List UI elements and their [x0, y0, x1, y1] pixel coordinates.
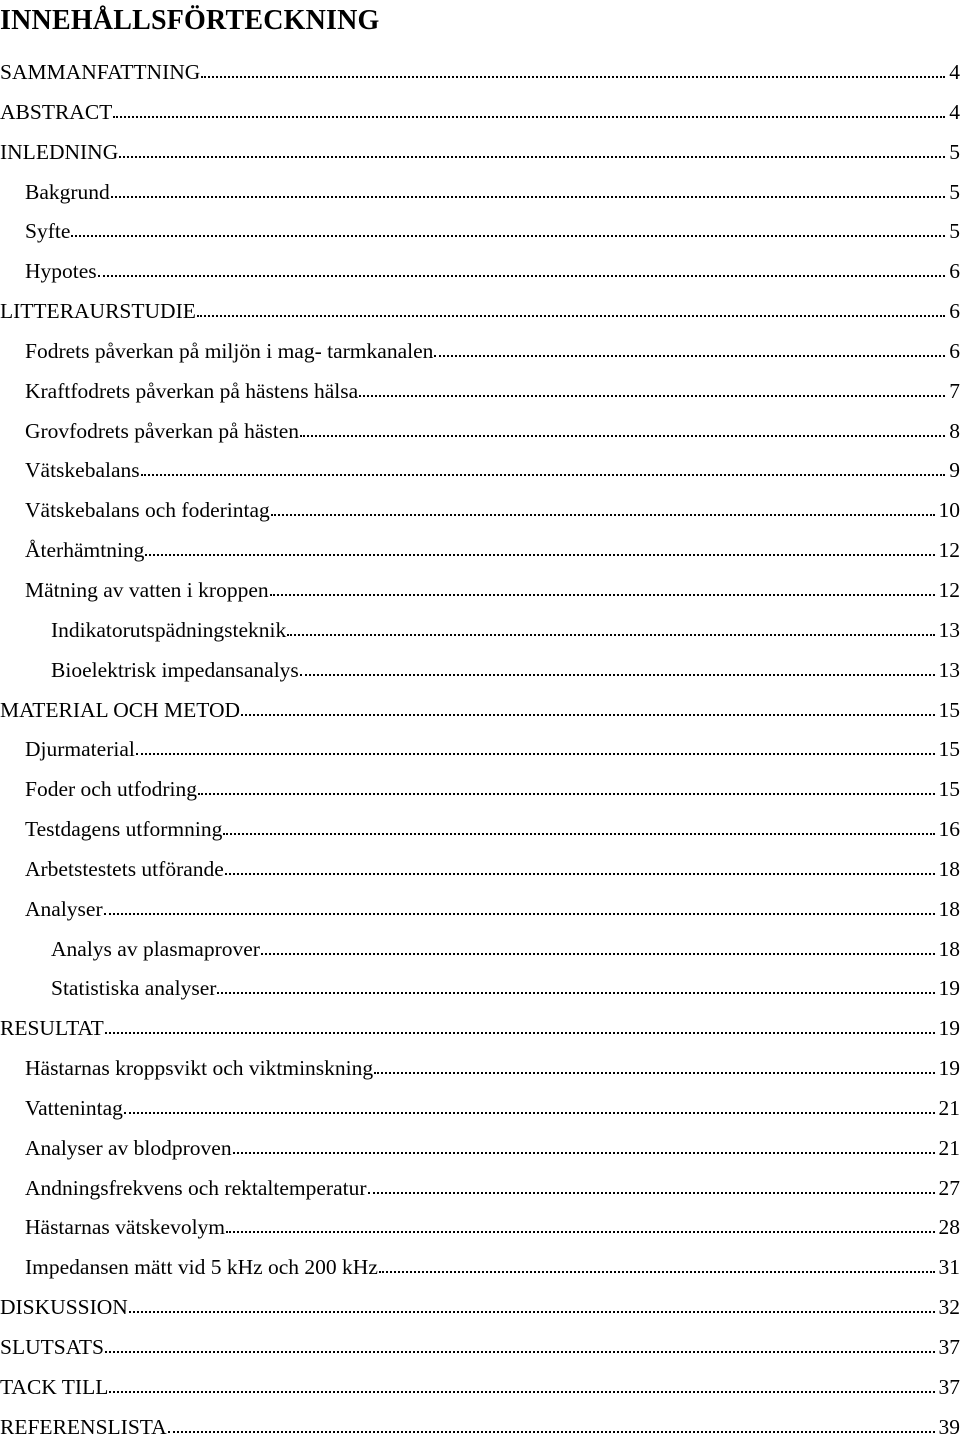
toc-entry-page-number: 9	[949, 451, 960, 491]
toc-entry-title: Bakgrund	[25, 173, 110, 213]
dot-leader	[105, 1032, 935, 1034]
toc-list	[0, 53, 960, 1448]
dot-leader	[223, 833, 934, 835]
toc-entry-title: Vätskebalans	[25, 451, 140, 491]
dot-leader	[168, 1431, 935, 1433]
toc-entry-title: SAMMANFATTNING	[0, 53, 200, 93]
toc-entry-page-number: 15	[939, 770, 960, 810]
toc-entry-title: INLEDNING	[0, 133, 118, 173]
toc-entry[interactable]	[0, 252, 960, 292]
toc-entry-page-number: 21	[939, 1089, 960, 1129]
toc-heading: INNEHÅLLSFÖRTECKNING	[0, 2, 380, 40]
toc-entry[interactable]	[0, 1169, 960, 1209]
dot-leader	[105, 1351, 935, 1353]
toc-entry-title: Djurmaterial	[25, 730, 135, 770]
dot-leader	[374, 1072, 934, 1074]
toc-entry-title: DISKUSSION	[0, 1288, 128, 1328]
dot-leader	[261, 953, 935, 955]
toc-entry-title: Vattenintag	[25, 1089, 123, 1129]
toc-entry[interactable]	[0, 332, 960, 372]
dot-leader	[287, 634, 934, 636]
dot-leader	[226, 1231, 934, 1233]
toc-entry-title: Testdagens utformning	[25, 810, 222, 850]
dot-leader	[197, 315, 945, 317]
toc-entry-page-number: 6	[949, 332, 960, 372]
toc-entry[interactable]	[0, 770, 960, 810]
toc-entry[interactable]	[0, 93, 960, 133]
toc-entry-title: Hypotes	[25, 252, 97, 292]
toc-entry-title: ABSTRACT	[0, 93, 112, 133]
toc-entry-title: Foder och utfodring	[25, 770, 197, 810]
toc-entry-title: Arbetstestets utförande	[25, 850, 224, 890]
toc-entry[interactable]	[0, 1089, 960, 1129]
dot-leader	[104, 913, 935, 915]
toc-entry-title: Fodrets påverkan på miljön i mag- tarmkanalen	[25, 332, 433, 372]
dot-leader	[141, 474, 946, 476]
toc-entry-page-number: 28	[939, 1208, 960, 1248]
toc-entry-title: Hästarnas kroppsvikt och viktminskning	[25, 1049, 373, 1089]
dot-leader	[98, 275, 946, 277]
toc-entry-page-number: 6	[949, 292, 960, 332]
toc-entry[interactable]	[0, 730, 960, 770]
toc-entry-title: MATERIAL OCH METOD	[0, 691, 240, 731]
toc-entry-page-number: 18	[939, 890, 960, 930]
dot-leader	[145, 554, 934, 556]
toc-entry-page-number: 8	[949, 412, 960, 452]
toc-entry-page-number: 10	[939, 491, 960, 531]
dot-leader	[136, 753, 935, 755]
dot-leader	[233, 1152, 935, 1154]
toc-entry[interactable]	[0, 212, 960, 252]
toc-entry[interactable]	[0, 531, 960, 571]
dot-leader	[368, 1192, 935, 1194]
toc-entry-page-number: 12	[939, 531, 960, 571]
toc-entry[interactable]	[0, 969, 960, 1009]
dot-leader	[201, 76, 945, 78]
toc-entry-title: Analyser av blodproven	[25, 1129, 232, 1169]
toc-entry-page-number: 13	[939, 611, 960, 651]
toc-entry-title: Mätning av vatten i kroppen	[25, 571, 269, 611]
toc-entry-page-number: 5	[949, 133, 960, 173]
dot-leader	[124, 1112, 935, 1114]
toc-entry-page-number: 37	[939, 1368, 960, 1408]
toc-entry[interactable]	[0, 1408, 960, 1448]
toc-entry[interactable]	[0, 53, 960, 93]
toc-entry-title: SLUTSATS	[0, 1328, 104, 1368]
dot-leader	[217, 992, 934, 994]
toc-entry[interactable]	[0, 651, 960, 691]
dot-leader	[113, 116, 945, 118]
toc-entry-page-number: 4	[949, 53, 960, 93]
toc-entry-title: Statistiska analyser	[51, 969, 216, 1009]
dot-leader	[241, 714, 934, 716]
toc-entry[interactable]	[0, 412, 960, 452]
toc-entry[interactable]	[0, 1368, 960, 1408]
toc-entry[interactable]	[0, 1129, 960, 1169]
toc-entry-title: Analys av plasmaprover	[51, 930, 260, 970]
toc-entry-page-number: 32	[939, 1288, 960, 1328]
toc-entry-page-number: 6	[949, 252, 960, 292]
toc-entry-page-number: 12	[939, 571, 960, 611]
toc-entry-page-number: 18	[939, 850, 960, 890]
toc-entry-title: Andningsfrekvens och rektaltemperatur	[25, 1169, 367, 1209]
dot-leader	[434, 355, 945, 357]
toc-entry-title: Impedansen mätt vid 5 kHz och 200 kHz	[25, 1248, 378, 1288]
dot-leader	[270, 594, 935, 596]
toc-entry-page-number: 39	[939, 1408, 960, 1448]
toc-entry-title: Hästarnas vätskevolym	[25, 1208, 225, 1248]
toc-entry[interactable]	[0, 850, 960, 890]
toc-entry-page-number: 15	[939, 691, 960, 731]
dot-leader	[109, 1391, 934, 1393]
toc-entry-page-number: 16	[939, 810, 960, 850]
dot-leader	[271, 514, 935, 516]
dot-leader	[129, 1311, 935, 1313]
toc-entry-title: Syfte	[25, 212, 70, 252]
dot-leader	[198, 793, 935, 795]
toc-entry-page-number: 4	[949, 93, 960, 133]
toc-entry[interactable]	[0, 1049, 960, 1089]
toc-entry-page-number: 15	[939, 730, 960, 770]
toc-entry[interactable]	[0, 292, 960, 332]
toc-entry[interactable]	[0, 491, 960, 531]
dot-leader	[119, 156, 945, 158]
dot-leader	[359, 395, 945, 397]
toc-entry-title: LITTERAURSTUDIE	[0, 292, 196, 332]
toc-entry-title: Grovfodrets påverkan på hästen	[25, 412, 299, 452]
toc-entry[interactable]	[0, 810, 960, 850]
dot-leader	[379, 1271, 935, 1273]
toc-entry-title: Kraftfodrets påverkan på hästens hälsa	[25, 372, 358, 412]
toc-entry-title: Vätskebalans och foderintag	[25, 491, 270, 531]
toc-entry[interactable]	[0, 1248, 960, 1288]
toc-entry-page-number: 21	[939, 1129, 960, 1169]
toc-entry-page-number: 5	[949, 173, 960, 213]
dot-leader	[300, 435, 945, 437]
toc-entry[interactable]	[0, 890, 960, 930]
toc-entry[interactable]	[0, 1009, 960, 1049]
toc-entry[interactable]	[0, 372, 960, 412]
toc-entry-title: Indikatorutspädningsteknik	[51, 611, 286, 651]
toc-entry[interactable]	[0, 451, 960, 491]
toc-entry-page-number: 19	[939, 1009, 960, 1049]
toc-entry[interactable]	[0, 930, 960, 970]
toc-entry-page-number: 27	[939, 1169, 960, 1209]
toc-entry-title: Bioelektrisk impedansanalys	[51, 651, 299, 691]
toc-entry-page-number: 31	[939, 1248, 960, 1288]
toc-entry[interactable]	[0, 1208, 960, 1248]
toc-entry[interactable]	[0, 133, 960, 173]
dot-leader	[111, 196, 945, 198]
toc-entry[interactable]	[0, 611, 960, 651]
toc-entry-title: Återhämtning	[25, 531, 144, 571]
toc-entry-page-number: 5	[949, 212, 960, 252]
dot-leader	[225, 873, 935, 875]
toc-entry[interactable]	[0, 1288, 960, 1328]
toc-entry-title: Analyser	[25, 890, 103, 930]
toc-entry-page-number: 19	[939, 1049, 960, 1089]
toc-entry[interactable]	[0, 1328, 960, 1368]
toc-entry-page-number: 37	[939, 1328, 960, 1368]
dot-leader	[71, 235, 945, 237]
toc-entry-title: RESULTAT	[0, 1009, 104, 1049]
toc-entry-page-number: 7	[949, 372, 960, 412]
toc-entry-title: REFERENSLISTA	[0, 1408, 167, 1448]
toc-entry[interactable]	[0, 691, 960, 731]
toc-entry-title: TACK TILL	[0, 1368, 108, 1408]
toc-entry[interactable]	[0, 173, 960, 213]
toc-entry-page-number: 18	[939, 930, 960, 970]
toc-entry[interactable]	[0, 571, 960, 611]
toc-entry-page-number: 13	[939, 651, 960, 691]
dot-leader	[300, 674, 935, 676]
toc-entry-page-number: 19	[939, 969, 960, 1009]
